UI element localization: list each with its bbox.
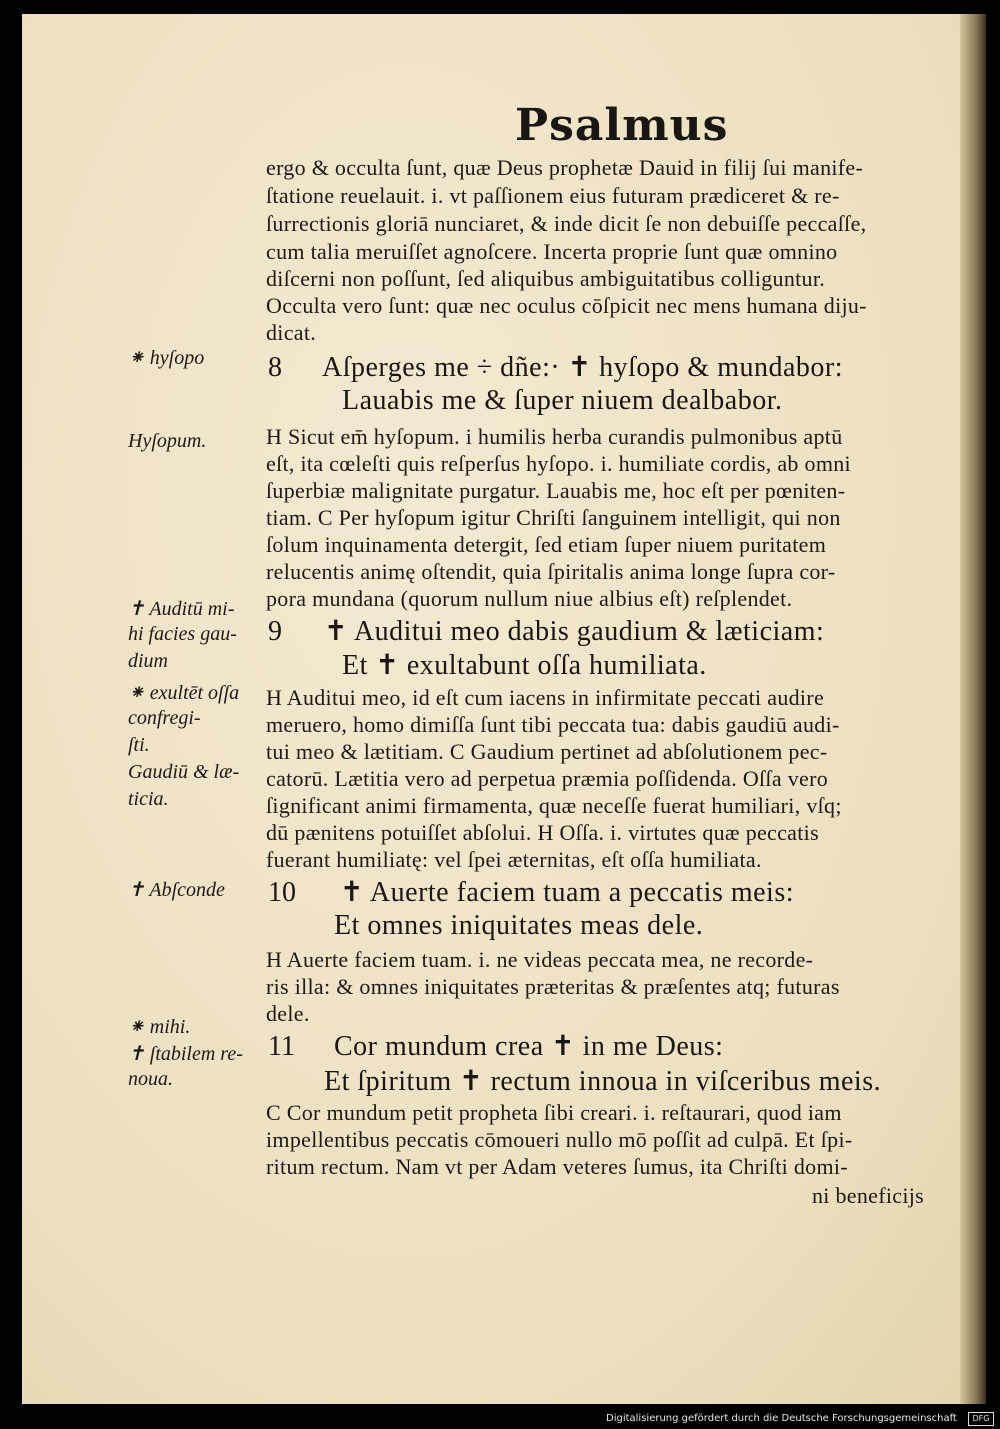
commentary-line: ſolum inquinamenta detergit, ſed etiam ſuper niuem puritatem (266, 532, 827, 557)
digitization-credit: Digitalisierung gefördert durch die Deutsche Forschungsgemeinschaft (606, 1413, 957, 1424)
commentary-line: tiam. C Per hyſopum igitur Chriſti ſanguinem intelligit, qui non (266, 505, 841, 530)
commentary-line: catorū. Lætitia vero ad perpetua præmia poſſidenda. Oſſa vero (266, 766, 829, 791)
commentary-line: meruero, homo dimiſſa ſunt tibi peccata tua: dabis gaudiū audi- (266, 712, 840, 737)
commentary-line: impellentibus peccatis cōmoueri nullo mō poſſit ad culpā. Et ſpi- (266, 1127, 853, 1152)
commentary-line: ſignificant animi firmamenta, quæ neceſſe fuerat humiliari, vſq; (266, 793, 842, 818)
margin-note: ⁕ hyſopo (128, 347, 205, 369)
commentary-line: H Sicut em̄ hyſopum. i humilis herba curandis pulmonibus aptū (266, 424, 843, 449)
verse-number: 8 (268, 352, 282, 383)
commentary-line: ritum rectum. Nam vt per Adam veteres ſumus, ita Chriſti domi- (266, 1154, 848, 1179)
commentary-line: ergo & occulta ſunt, quæ Deus prophetæ Dauid in filij ſui manife- (266, 155, 864, 180)
verse-number: 11 (268, 1031, 295, 1062)
verse-line: Et ſpiritum ✝ rectum innoua in viſceribus meis. (324, 1066, 882, 1097)
commentary-line: ſurrectionis gloriā nunciaret, & inde dicit ſe non debuiſſe peccaſſe, (266, 211, 867, 236)
commentary-line: pora mundana (quorum nullum niue albius eſt) reſplendet. (266, 586, 793, 611)
commentary-line: ſtatione reuelauit. i. vt paſſionem eius futuram prædiceret & re- (266, 183, 840, 208)
running-head: Psalmus (515, 100, 729, 151)
verse-line: Aſperges me ÷ dñe:· ✝ hyſopo & mundabor: (322, 352, 844, 383)
commentary-line: fuerant humiliatę: vel ſpei æternitas, eſt oſſa humiliata. (266, 847, 762, 872)
commentary-line: dicat. (266, 320, 317, 345)
margin-note: ticia. (128, 788, 169, 810)
commentary-line: H Auditui meo, id eſt cum iacens in infirmitate peccati audire (266, 685, 825, 710)
page-spine-shadow (960, 14, 986, 1404)
margin-note: noua. (128, 1068, 173, 1090)
margin-note: ✝ Auditū mi- (128, 598, 235, 620)
margin-note: Hyſopum. (128, 430, 207, 452)
margin-note: dium (128, 650, 168, 672)
verse-line: ✝ Auditui meo dabis gaudium & læticiam: (324, 616, 825, 647)
verse-line: Cor mundum crea ✝ in me Deus: (334, 1031, 724, 1062)
margin-note: Gaudiū & læ- (128, 761, 240, 783)
verse-line: Lauabis me & ſuper niuem dealbabor. (342, 385, 783, 416)
commentary-line: C Cor mundum petit propheta ſibi creari. i. reſtaurari, quod iam (266, 1100, 842, 1125)
verse-line: Et omnes iniquitates meas dele. (334, 910, 704, 941)
verse-line: Et ✝ exultabunt oſſa humiliata. (342, 650, 707, 681)
margin-note: ⁕ mihi. (128, 1016, 191, 1038)
commentary-line: eſt, ita cœleſti quis reſperſus hyſopo. i. humiliate cordis, ab omni (266, 451, 851, 476)
margin-note: confregi- (128, 707, 201, 729)
commentary-line: dele. (266, 1001, 310, 1026)
commentary-line: Occulta vero ſunt: quæ nec oculus cōſpicit nec mens humana diju- (266, 293, 867, 318)
margin-note: ✝ ſtabilem re- (128, 1043, 243, 1065)
commentary-line: diſcerni non poſſunt, ſed aliquibus ambiguitatibus colliguntur. (266, 266, 826, 291)
commentary-line: ſuperbiæ malignitate purgatur. Lauabis me, hoc eſt per pœniten- (266, 478, 846, 503)
verse-number: 10 (268, 877, 296, 908)
verse-line: ✝ Auerte faciem tuam a peccatis meis: (340, 877, 795, 908)
margin-note: ⁕ exultēt oſſa (128, 682, 240, 704)
commentary-line: cum talia meruiſſet agnoſcere. Incerta proprie ſunt quæ omnino (266, 239, 838, 264)
margin-note: ſti. (128, 734, 150, 756)
catchword: ni beneficijs (812, 1183, 925, 1208)
commentary-line: dū pænitens potuiſſet abſolui. H Oſſa. i. virtutes quæ peccatis (266, 820, 819, 845)
margin-note: ✝ Abſconde (128, 879, 225, 901)
verse-number: 9 (268, 616, 282, 647)
commentary-line: H Auerte faciem tuam. i. ne videas peccata mea, ne recorde- (266, 947, 814, 972)
commentary-line: tui meo & lætitiam. C Gaudium pertinet ad abſolutionem pec- (266, 739, 828, 764)
commentary-line: relucentis animę oſtendit, quia ſpiritalis anima longe ſupra cor- (266, 559, 836, 584)
margin-note: hi facies gau- (128, 623, 237, 645)
commentary-line: ris illa: & omnes iniquitates præteritas & præſentes atq; futuras (266, 974, 840, 999)
dfg-logo: DFG (968, 1412, 994, 1426)
